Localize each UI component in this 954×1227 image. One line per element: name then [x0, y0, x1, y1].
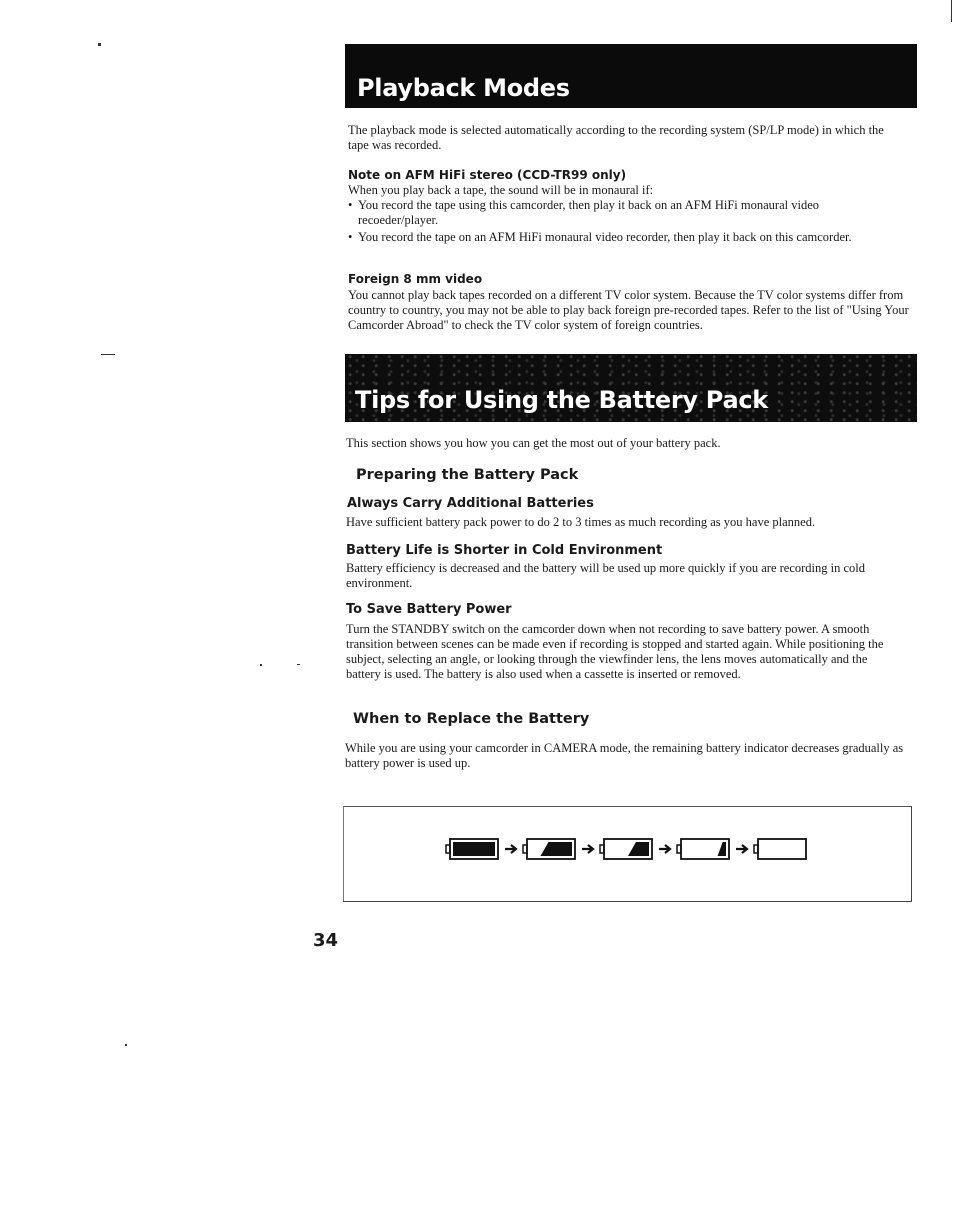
playback-modes-banner [345, 44, 917, 108]
afm-bullet-2: • You record the tape on an AFM HiFi monaural video recorder, then play it back on this camcorder. [346, 230, 866, 245]
afm-lead: When you play back a tape, the sound will be in monaural if: [348, 183, 654, 197]
battery-indicator-figure [343, 806, 912, 902]
scan-speck [101, 354, 115, 355]
carry-batteries-text: Have sufficient battery pack power to do 2 to 3 times as much recording as you have planned. [346, 515, 816, 529]
arrow-right-icon [736, 845, 747, 853]
save-power-heading: To Save Battery Power [346, 602, 512, 617]
scan-speck [98, 43, 101, 46]
page-number: 34 [313, 930, 339, 951]
playback-modes-title: Playback Modes [357, 74, 570, 102]
arrow-right-icon [582, 845, 593, 853]
battery-tips-banner [345, 354, 917, 422]
save-power-text: Turn the STANDBY switch on the camcorder down when not recording to save battery power. A smooth transition between scenes can be made even if recording is stopped and started again. While positioning the subject, selecting an angle, or looking through the viewfinder lens, the lens moves automatically and the battery is used. The battery is also used when a cassette is inserted or removed. [346, 622, 884, 681]
playback-intro: The playback mode is selected automatically according to the recording system (SP/LP mode) in which the tape was recorded. [348, 123, 884, 152]
replace-battery-text: While you are using your camcorder in CAMERA mode, the remaining battery indicator decreases gradually as battery power is used up. [345, 741, 904, 770]
arrow-right-icon [505, 845, 516, 853]
scan-speck [125, 1044, 127, 1046]
battery-charge-fill [718, 842, 726, 856]
battery-indicator-diagram [344, 807, 911, 901]
cold-environment-heading: Battery Life is Shorter in Cold Environment [346, 543, 663, 558]
preparing-heading: Preparing the Battery Pack [356, 467, 579, 483]
scan-speck [260, 664, 262, 666]
afm-bullet-1: • You record the tape using this camcorder, then play it back on an AFM HiFi monaural video recoeder/player. [346, 198, 866, 228]
foreign-video-heading: Foreign 8 mm video [348, 272, 483, 286]
carry-batteries-heading: Always Carry Additional Batteries [347, 496, 594, 511]
scan-speck [297, 664, 300, 665]
battery-icon [446, 839, 498, 859]
battery-icon [677, 839, 729, 859]
arrow-right-icon [659, 845, 670, 853]
afm-bullet-list [346, 198, 866, 245]
battery-icon [754, 839, 806, 859]
tips-intro: This section shows you how you can get the most out of your battery pack. [346, 436, 721, 450]
battery-charge-fill [628, 842, 649, 856]
battery-charge-fill [453, 842, 495, 856]
battery-tips-title: Tips for Using the Battery Pack [355, 386, 768, 414]
battery-charge-fill [541, 842, 573, 856]
afm-heading: Note on AFM HiFi stereo (CCD-TR99 only) [348, 168, 627, 182]
foreign-video-text: You cannot play back tapes recorded on a different TV color system. Because the TV color systems differ from country to country, you may not be able to play back foreign pre-recorded tapes. Refer to the list of "Using Your Camcorder Abroad" to check the TV color system of foreign countries. [348, 288, 909, 332]
battery-icon [523, 839, 575, 859]
scan-speck [951, 0, 952, 22]
battery-body [758, 839, 806, 859]
replace-battery-heading: When to Replace the Battery [353, 711, 590, 727]
battery-icon [600, 839, 652, 859]
cold-environment-text: Battery efficiency is decreased and the battery will be used up more quickly if you are recording in cold environment. [346, 561, 866, 590]
